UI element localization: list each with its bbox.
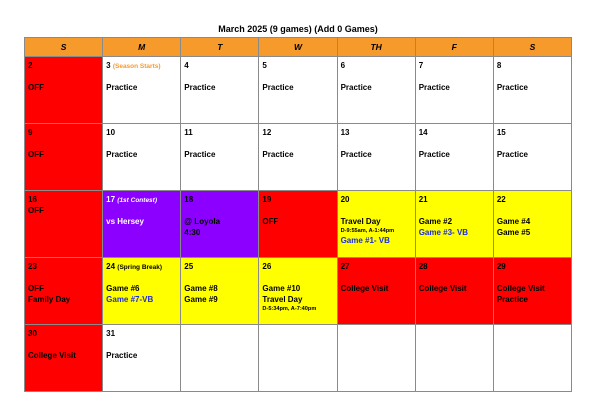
line-spacer xyxy=(419,138,491,149)
event-line: Game #7-VB xyxy=(106,295,154,304)
day-number: 17 xyxy=(106,195,116,204)
line-spacer xyxy=(184,71,256,82)
day-note: (Season Starts) xyxy=(112,63,161,70)
day-number: 30 xyxy=(28,329,37,338)
event-line: Practice xyxy=(496,150,528,159)
day-number: 21 xyxy=(418,195,428,204)
event-line: College Visit xyxy=(340,284,389,293)
day-cell-content xyxy=(338,191,415,257)
day-number-line xyxy=(497,60,569,71)
day-cell-content xyxy=(181,258,258,324)
weekday-header: S xyxy=(493,38,571,57)
day-number: 28 xyxy=(418,262,428,271)
day-number-line xyxy=(262,261,334,272)
line-spacer xyxy=(28,272,100,283)
day-cell-18 xyxy=(181,191,259,258)
weekday-header: S xyxy=(25,38,103,57)
day-cell-content xyxy=(181,191,258,257)
event-line: College Visit xyxy=(418,284,467,293)
day-cell-content xyxy=(338,325,415,391)
line-spacer xyxy=(497,205,569,216)
event-line: Game #6 xyxy=(106,284,140,293)
day-number: 18 xyxy=(184,195,194,204)
day-cell-content xyxy=(25,57,102,123)
day-number-line xyxy=(497,194,569,205)
day-cell-17 xyxy=(103,191,181,258)
event-line: Practice xyxy=(184,83,216,92)
weekday-header-row xyxy=(25,38,572,57)
day-cell-25 xyxy=(181,258,259,325)
day-number: 16 xyxy=(28,195,37,204)
day-cell-31 xyxy=(103,325,181,392)
day-number-line xyxy=(106,328,178,339)
day-number-line xyxy=(419,60,491,71)
day-cell-content xyxy=(494,325,571,391)
week-row xyxy=(25,57,572,124)
day-number: 8 xyxy=(496,61,502,70)
day-cell-21 xyxy=(415,191,493,258)
event-line: Family Day xyxy=(28,295,71,304)
day-number: 25 xyxy=(184,262,194,271)
event-line: Game #4 xyxy=(496,217,531,226)
week-row xyxy=(25,124,572,191)
day-number-line xyxy=(28,127,100,138)
week-row xyxy=(25,258,572,325)
line-spacer xyxy=(497,272,569,283)
day-number-line xyxy=(184,194,256,205)
event-line: Practice xyxy=(106,150,138,159)
weekday-header: T xyxy=(181,38,259,57)
day-cell-5 xyxy=(259,57,337,124)
event-line: OFF xyxy=(28,284,44,293)
day-cell-content xyxy=(416,258,493,324)
event-line: Practice xyxy=(418,150,450,159)
day-number-line xyxy=(419,328,491,339)
day-number: 12 xyxy=(262,128,272,137)
day-cell-4 xyxy=(181,57,259,124)
day-cell-content xyxy=(259,325,336,391)
day-number: 22 xyxy=(496,195,506,204)
line-spacer xyxy=(184,138,256,149)
day-number: 7 xyxy=(418,61,424,70)
line-spacer xyxy=(497,71,569,82)
event-line: Practice xyxy=(262,83,294,92)
week-row xyxy=(25,325,572,392)
event-line: OFF xyxy=(28,83,44,92)
day-cell-26 xyxy=(259,258,337,325)
day-number: 24 xyxy=(106,262,116,271)
event-line: OFF xyxy=(28,206,44,215)
day-note: (1st Contest) xyxy=(117,197,158,204)
event-line: Practice xyxy=(106,83,138,92)
day-cell-7 xyxy=(415,57,493,124)
day-cell-content xyxy=(338,258,415,324)
event-line: OFF xyxy=(262,217,279,226)
day-cell-16 xyxy=(25,191,103,258)
day-cell-20 xyxy=(337,191,415,258)
event-line: Game #3- VB xyxy=(418,228,469,237)
day-cell-10 xyxy=(103,124,181,191)
day-cell-content xyxy=(25,124,102,190)
day-cell-content xyxy=(416,57,493,123)
day-cell-8 xyxy=(493,57,571,124)
day-cell-19 xyxy=(259,191,337,258)
day-cell-content xyxy=(494,124,571,190)
line-spacer xyxy=(419,272,491,283)
line-spacer xyxy=(341,272,413,283)
event-line: College Visit xyxy=(496,284,545,293)
event-line: Practice xyxy=(340,150,372,159)
day-cell-content xyxy=(103,325,180,391)
day-number-line xyxy=(497,127,569,138)
day-cell-content xyxy=(181,57,258,123)
day-cell-content xyxy=(259,57,336,123)
event-line: Practice xyxy=(262,150,294,159)
event-line: Travel Day xyxy=(262,295,303,304)
day-cell-content xyxy=(416,124,493,190)
day-number-line xyxy=(341,261,413,272)
day-cell-content xyxy=(103,124,180,190)
event-line: @ Loyola xyxy=(184,217,221,226)
line-spacer xyxy=(341,138,413,149)
day-cell-11 xyxy=(181,124,259,191)
day-number: 11 xyxy=(184,128,193,137)
day-number: 2 xyxy=(28,61,33,70)
event-line: Game #8 xyxy=(184,284,218,293)
day-cell-27 xyxy=(337,258,415,325)
day-cell-content xyxy=(25,325,102,391)
day-number: 5 xyxy=(262,61,267,70)
event-line: Practice xyxy=(496,295,528,304)
event-line: vs Hersey xyxy=(106,217,144,226)
day-cell-content xyxy=(181,325,258,391)
day-cell-content xyxy=(25,191,102,257)
day-cell-content xyxy=(259,191,336,257)
day-number-line xyxy=(184,328,256,339)
line-spacer xyxy=(106,339,178,350)
day-cell-29 xyxy=(493,258,571,325)
day-number: 10 xyxy=(106,128,116,137)
day-number-line xyxy=(262,328,334,339)
day-cell-2 xyxy=(25,57,103,124)
weekday-header: F xyxy=(415,38,493,57)
day-number-line xyxy=(419,127,491,138)
line-spacer xyxy=(106,71,178,82)
day-number-line xyxy=(106,194,178,205)
day-note: (Spring Break) xyxy=(117,264,163,271)
line-spacer xyxy=(262,71,334,82)
calendar-grid xyxy=(24,37,572,392)
event-line: Game #9 xyxy=(184,295,218,304)
day-number-line xyxy=(184,60,256,71)
line-spacer xyxy=(28,339,100,350)
event-line: Practice xyxy=(184,150,216,159)
line-spacer xyxy=(106,205,178,216)
day-number-line xyxy=(341,60,413,71)
day-cell-13 xyxy=(337,124,415,191)
day-number: 14 xyxy=(418,128,428,137)
event-line: 4:30 xyxy=(184,228,201,237)
day-cell-content xyxy=(494,57,571,123)
event-line: Game #10 xyxy=(262,284,301,293)
line-spacer xyxy=(28,71,100,82)
event-line: Travel Day xyxy=(340,217,381,226)
day-cell-15 xyxy=(493,124,571,191)
empty-day-cell xyxy=(181,325,259,392)
event-line: OFF xyxy=(28,150,44,159)
day-cell-content xyxy=(259,258,336,324)
line-spacer xyxy=(184,272,256,283)
day-number: 31 xyxy=(106,329,116,338)
day-cell-content xyxy=(259,124,336,190)
day-cell-content xyxy=(416,325,493,391)
day-cell-24 xyxy=(103,258,181,325)
day-cell-9 xyxy=(25,124,103,191)
day-cell-22 xyxy=(493,191,571,258)
line-spacer xyxy=(262,138,334,149)
event-line: D-9:55am, A-1:44pm xyxy=(340,228,395,234)
day-cell-content xyxy=(494,258,571,324)
day-number-line xyxy=(497,261,569,272)
day-number-line xyxy=(341,127,413,138)
day-number-line xyxy=(419,261,491,272)
day-number: 19 xyxy=(262,195,272,204)
calendar-body xyxy=(25,57,572,392)
event-line: College Visit xyxy=(28,351,76,360)
calendar-title: March 2025 (9 games) (Add 0 Games) xyxy=(218,24,378,34)
day-number: 15 xyxy=(496,128,506,137)
line-spacer xyxy=(262,272,334,283)
line-spacer xyxy=(419,205,491,216)
day-number-line xyxy=(28,261,100,272)
day-cell-content xyxy=(338,124,415,190)
event-line: Game #2 xyxy=(418,217,453,226)
day-number-line xyxy=(28,328,100,339)
line-spacer xyxy=(184,205,256,216)
day-number-line xyxy=(341,328,413,339)
day-number-line xyxy=(262,127,334,138)
day-cell-content xyxy=(25,258,102,324)
line-spacer xyxy=(106,138,178,149)
day-number-line xyxy=(28,194,100,205)
day-cell-14 xyxy=(415,124,493,191)
day-number: 13 xyxy=(340,128,350,137)
event-line: Game #1- VB xyxy=(340,236,390,245)
day-number: 20 xyxy=(340,195,350,204)
day-cell-30 xyxy=(25,325,103,392)
line-spacer xyxy=(419,71,491,82)
day-cell-12 xyxy=(259,124,337,191)
event-line: D-5:34pm, A-7:40pm xyxy=(262,306,317,312)
empty-day-cell xyxy=(415,325,493,392)
day-cell-content xyxy=(181,124,258,190)
day-cell-content xyxy=(103,191,180,257)
day-number: 29 xyxy=(496,262,506,271)
day-number-line xyxy=(497,328,569,339)
day-number: 26 xyxy=(262,262,272,271)
day-number-line xyxy=(106,261,178,272)
day-number-line xyxy=(184,127,256,138)
day-cell-6 xyxy=(337,57,415,124)
day-number: 23 xyxy=(28,262,37,271)
day-cell-content xyxy=(494,191,571,257)
day-number-line xyxy=(28,60,100,71)
day-number: 6 xyxy=(340,61,346,70)
day-cell-28 xyxy=(415,258,493,325)
day-number: 27 xyxy=(340,262,350,271)
day-number-line xyxy=(262,194,334,205)
day-number: 3 xyxy=(106,61,111,70)
day-number: 4 xyxy=(184,61,189,70)
event-line: Practice xyxy=(340,83,372,92)
line-spacer xyxy=(341,71,413,82)
day-number-line xyxy=(184,261,256,272)
line-spacer xyxy=(341,205,413,216)
line-spacer xyxy=(262,205,334,216)
event-line: Practice xyxy=(496,83,528,92)
day-number-line xyxy=(341,194,413,205)
day-cell-23 xyxy=(25,258,103,325)
day-number-line xyxy=(106,60,178,71)
event-line: Practice xyxy=(106,351,138,360)
day-cell-3 xyxy=(103,57,181,124)
day-number-line xyxy=(106,127,178,138)
day-number: 9 xyxy=(28,128,33,137)
week-row xyxy=(25,191,572,258)
weekday-header: W xyxy=(259,38,337,57)
line-spacer xyxy=(497,138,569,149)
empty-day-cell xyxy=(493,325,571,392)
event-line: Game #5 xyxy=(496,228,531,237)
day-cell-content xyxy=(416,191,493,257)
weekday-header: TH xyxy=(337,38,415,57)
day-number-line xyxy=(419,194,491,205)
line-spacer xyxy=(28,138,100,149)
line-spacer xyxy=(106,272,178,283)
day-cell-content xyxy=(103,258,180,324)
empty-day-cell xyxy=(259,325,337,392)
empty-day-cell xyxy=(337,325,415,392)
weekday-header: M xyxy=(103,38,181,57)
day-cell-content xyxy=(103,57,180,123)
day-cell-content xyxy=(338,57,415,123)
event-line: Practice xyxy=(418,83,450,92)
day-number-line xyxy=(262,60,334,71)
